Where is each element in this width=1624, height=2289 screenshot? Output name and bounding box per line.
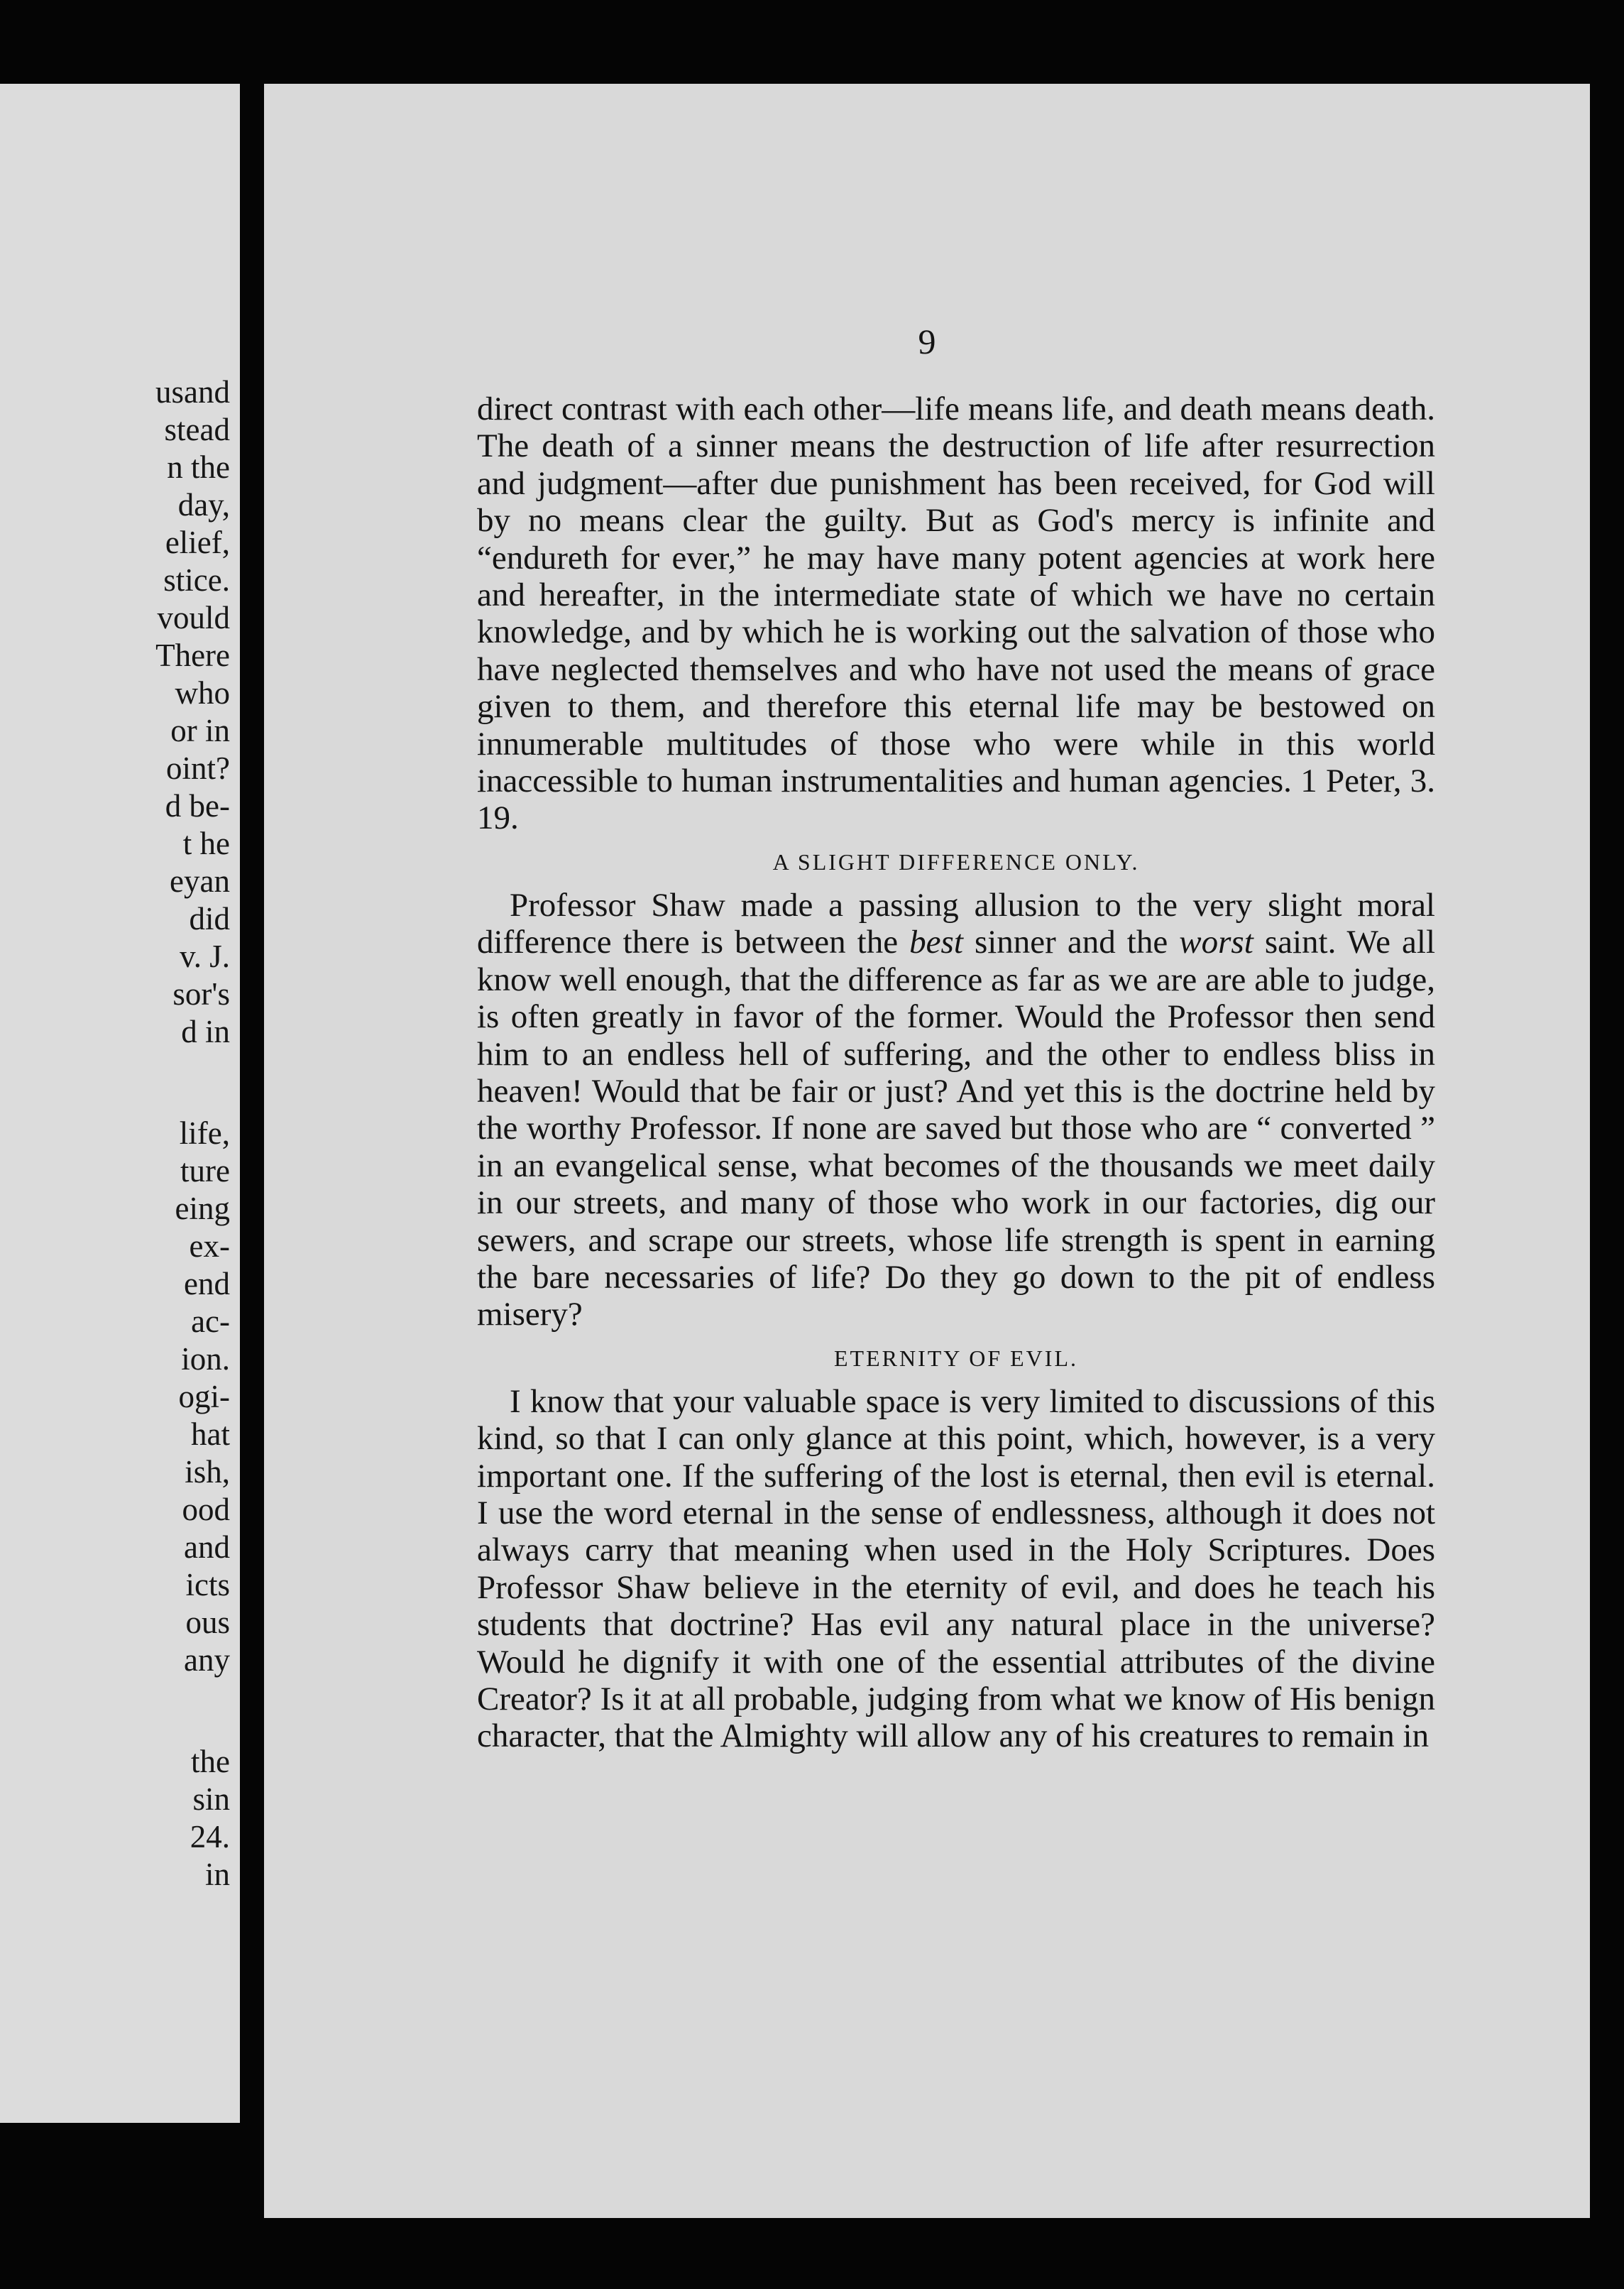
text-line-fragment: eyan <box>170 863 230 899</box>
text-line-fragment: eing <box>175 1191 230 1226</box>
text-line-fragment: d be- <box>165 788 230 824</box>
line-gap <box>0 1679 230 1743</box>
page-number: 9 <box>918 322 936 361</box>
text-line-fragment: ex- <box>189 1228 230 1264</box>
emphasis: worst <box>1179 924 1253 961</box>
previous-page-text <box>0 373 230 1894</box>
page <box>264 84 1590 2218</box>
text-line-fragment: sor's <box>172 976 230 1012</box>
paragraph: I know that your valuable space is very limited to discussions of this kind, so that I can only glance at this point, which, however, is a very important one. If the suffering of the lost is eternal, then evil is eternal. I use the word eternal in the sense of endlessness, although it does not always carry that meaning when used in the Holy Scriptures. Does Professor Shaw believe in the eternity of evil, and does he teach his students that doctrine? Has evil any natural place in the universe? Would he dignify it with one of the essential attributes of the divine Creator? Is it at all probable, judging from what we know of His benign character, that the Almighty will allow any of his creatures to remain in <box>477 1382 1435 1755</box>
page-body <box>477 390 1435 1755</box>
text-line-fragment: 24. <box>190 1819 230 1854</box>
text-line-fragment: d in <box>181 1014 230 1049</box>
text-line-fragment: who <box>175 675 230 711</box>
text-line-fragment: icts <box>185 1567 230 1602</box>
paragraph: direct contrast with each other—life means life, and death means death. The death of a sinner means the destruction of life after resurrection and judgment—after due punishment has been received, for God will by no means clear the guilty. But as God's mercy is infinite and “endureth for ever,” he may have many potent agencies at work here and hereafter, in the intermediate state of which we have no certain knowledge, and by which he is working out the salvation of those who have neglected themselves and who have not used the means of grace given to them, and therefore this eternal life may be bestowed on innumerable multitudes of those who were while in this world inaccessible to human instrumentalities and human agencies. 1 Peter, 3. 19. <box>477 390 1435 837</box>
text-line-fragment: ogi- <box>178 1379 230 1414</box>
previous-page-fragment <box>0 84 240 2123</box>
text-line-fragment: stead <box>164 412 230 447</box>
emphasis: best <box>909 924 963 961</box>
text-line-fragment: life, <box>179 1115 230 1151</box>
text-line-fragment: ion. <box>181 1341 230 1377</box>
text-line-fragment: n the <box>167 449 230 485</box>
text-line-fragment: sin <box>192 1781 230 1817</box>
text-line-fragment: v. J. <box>180 939 230 974</box>
section-heading: A SLIGHT DIFFERENCE ONLY. <box>772 848 1140 875</box>
text-line-fragment: the <box>191 1744 230 1779</box>
text-line-fragment: oint? <box>166 750 230 786</box>
text-line-fragment: t he <box>182 826 230 861</box>
text-line-fragment: There <box>155 638 230 673</box>
paragraph-text: saint. We all know well enough, that the difference as far as we are are able to judge, is often greatly in favor of the former. Would the Professor then send him to an endless hell of suffering, and the other to endless bliss in heaven! Would that be fair or just? And yet this is the doctrine held by the worthy Professor. If none are saved but those who are “ converted ” in an evangelical sense, what becomes of the thousands we meet daily in our streets, and many of those who work in our factories, dig our sewers, and scrape our streets, whose life strength is spent in earning the bare necessaries of life? Do they go down to the pit of endless misery? <box>477 924 1436 1333</box>
paragraph <box>477 887 1435 1333</box>
text-line-fragment: vould <box>157 600 230 635</box>
text-line-fragment: ish, <box>185 1454 230 1490</box>
text-line-fragment: ood <box>182 1492 230 1527</box>
text-line-fragment: ture <box>180 1153 230 1189</box>
text-line-fragment: stice. <box>163 562 230 598</box>
text-line-fragment: and <box>184 1529 230 1565</box>
text-line-fragment: hat <box>191 1416 230 1452</box>
section-heading: ETERNITY OF EVIL. <box>834 1345 1078 1371</box>
text-line-fragment: day, <box>177 487 230 523</box>
text-line-fragment: elief, <box>165 525 230 560</box>
text-line-fragment: any <box>184 1642 230 1678</box>
text-line-fragment: end <box>184 1266 230 1301</box>
paragraph-text: sinner and the <box>974 924 1168 961</box>
text-line-fragment: did <box>189 901 230 936</box>
text-line-fragment: or in <box>170 713 230 748</box>
paragraph-text: Professor Shaw made a passing allusion to the very slight moral difference there is between the <box>477 886 1435 961</box>
text-line-fragment: ous <box>185 1605 230 1640</box>
line-gap <box>0 1051 230 1115</box>
text-line-fragment: in <box>204 1857 230 1892</box>
text-line-fragment: ac- <box>191 1304 230 1339</box>
text-line-fragment: usand <box>155 374 230 410</box>
